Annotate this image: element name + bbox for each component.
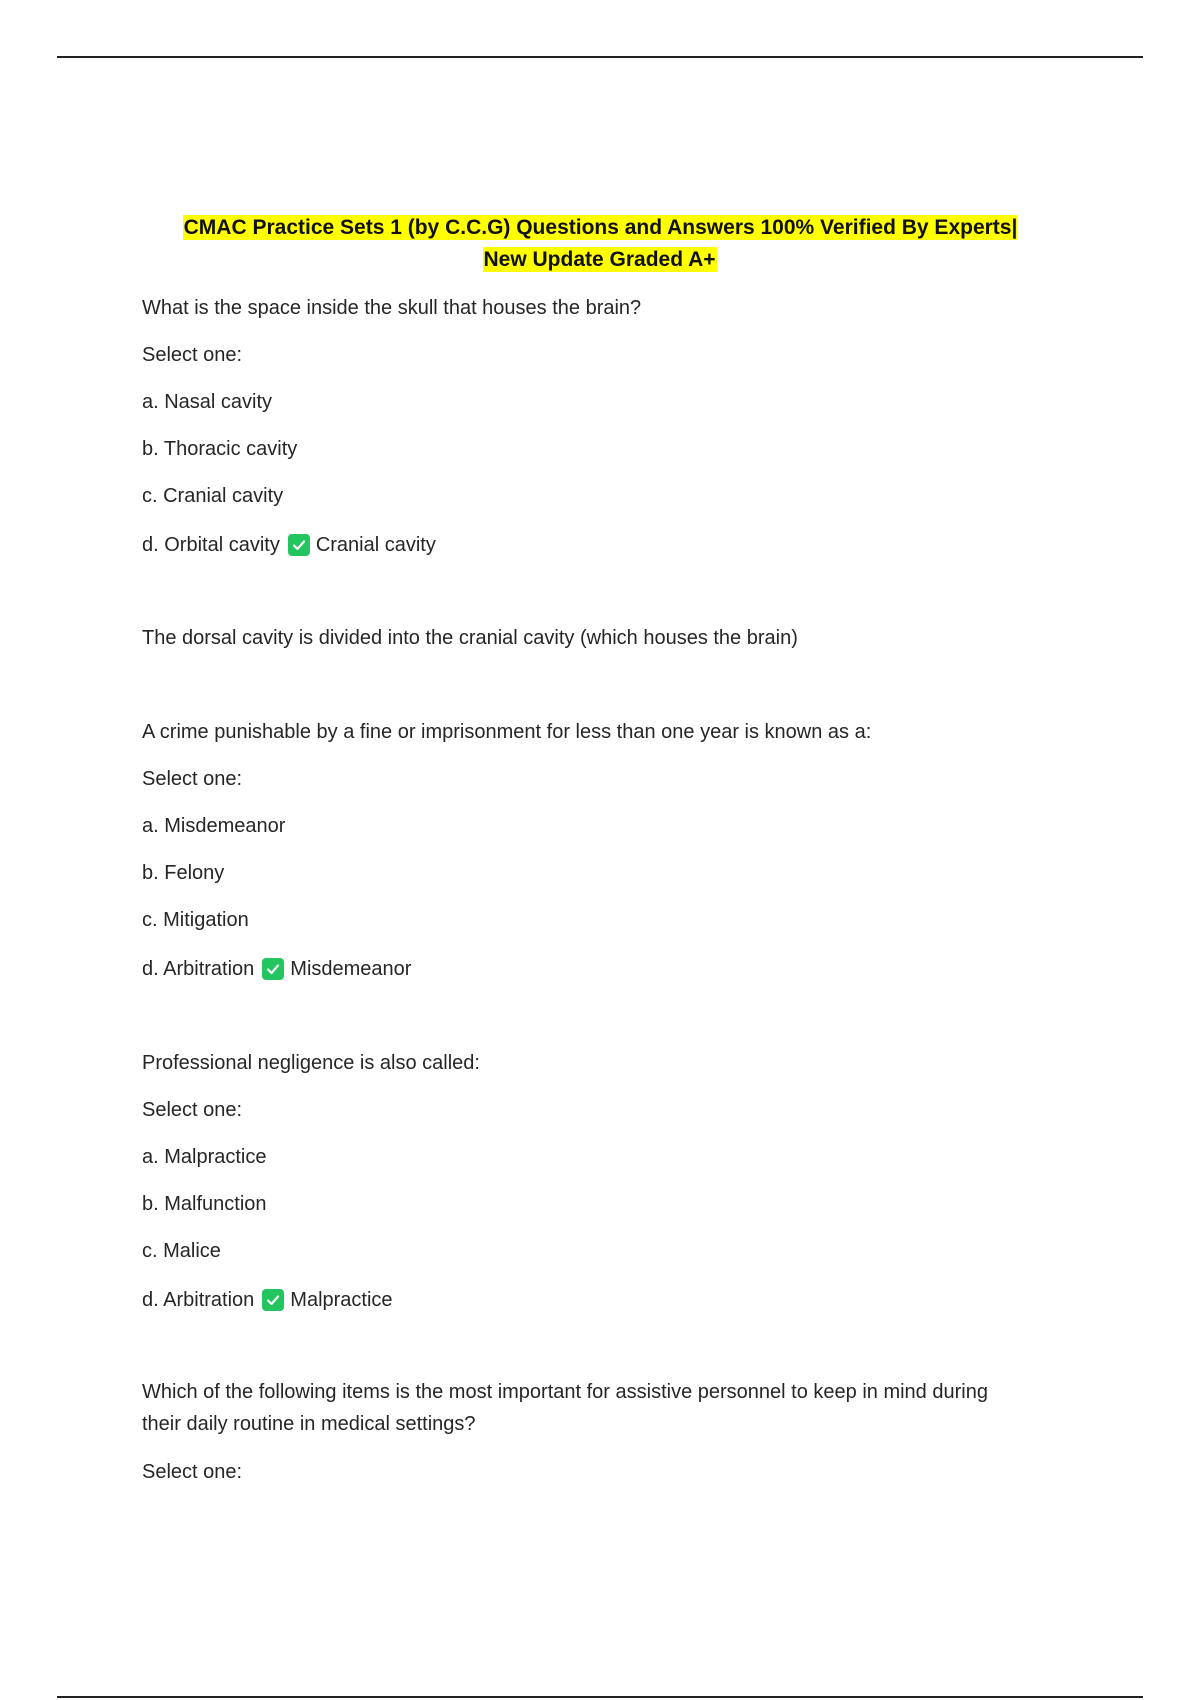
question-1-prompt: What is the space inside the skull that houses the brain? (142, 297, 642, 319)
question-2-select-label: Select one: (142, 768, 243, 790)
question-3-option-d-row (142, 1286, 393, 1314)
question-2-option-a: a. Misdemeanor (142, 815, 286, 837)
question-1-answer: Cranial cavity (315, 534, 436, 556)
header-rule (57, 56, 1143, 58)
question-1-option-d: d. Orbital cavity (142, 534, 280, 556)
question-3-option-c: c. Malice (142, 1240, 221, 1262)
question-2-option-d: d. Arbitration (142, 958, 255, 980)
question-2-option-c: c. Mitigation (142, 909, 249, 931)
question-1-option-b: b. Thoracic cavity (142, 438, 298, 460)
question-3-answer: Malpractice (290, 1289, 393, 1311)
question-3-select-label: Select one: (142, 1099, 243, 1121)
question-2-option-d-row (142, 955, 411, 983)
question-2-answer: Misdemeanor (290, 958, 412, 980)
question-1-option-d-row (142, 531, 436, 559)
document-title: CMAC Practice Sets 1 (by C.C.G) Questions and Answers 100% Verified By Experts| New Update Graded A+ (183, 216, 1018, 271)
question-3-option-a: a. Malpractice (142, 1146, 267, 1168)
question-1-explanation: The dorsal cavity is divided into the cranial cavity (which houses the brain) (142, 627, 798, 649)
question-2-option-b: b. Felony (142, 862, 225, 884)
question-1-option-a: a. Nasal cavity (142, 391, 273, 413)
question-1-option-c: c. Cranial cavity (142, 485, 284, 507)
question-4-prompt: Which of the following items is the most important for assistive personnel to keep in mind during their daily routine in medical settings? (142, 1381, 988, 1435)
question-2-prompt: A crime punishable by a fine or imprisonment for less than one year is known as a: (142, 721, 872, 743)
check-icon (262, 958, 284, 980)
question-3-option-d: d. Arbitration (142, 1289, 255, 1311)
question-3-prompt: Professional negligence is also called: (142, 1052, 480, 1074)
check-icon (288, 534, 310, 556)
check-icon (262, 1289, 284, 1311)
question-3-option-b: b. Malfunction (142, 1193, 267, 1215)
footer-rule (57, 1696, 1143, 1698)
question-1-select-label: Select one: (142, 344, 243, 366)
question-4-select-label: Select one: (142, 1461, 243, 1483)
